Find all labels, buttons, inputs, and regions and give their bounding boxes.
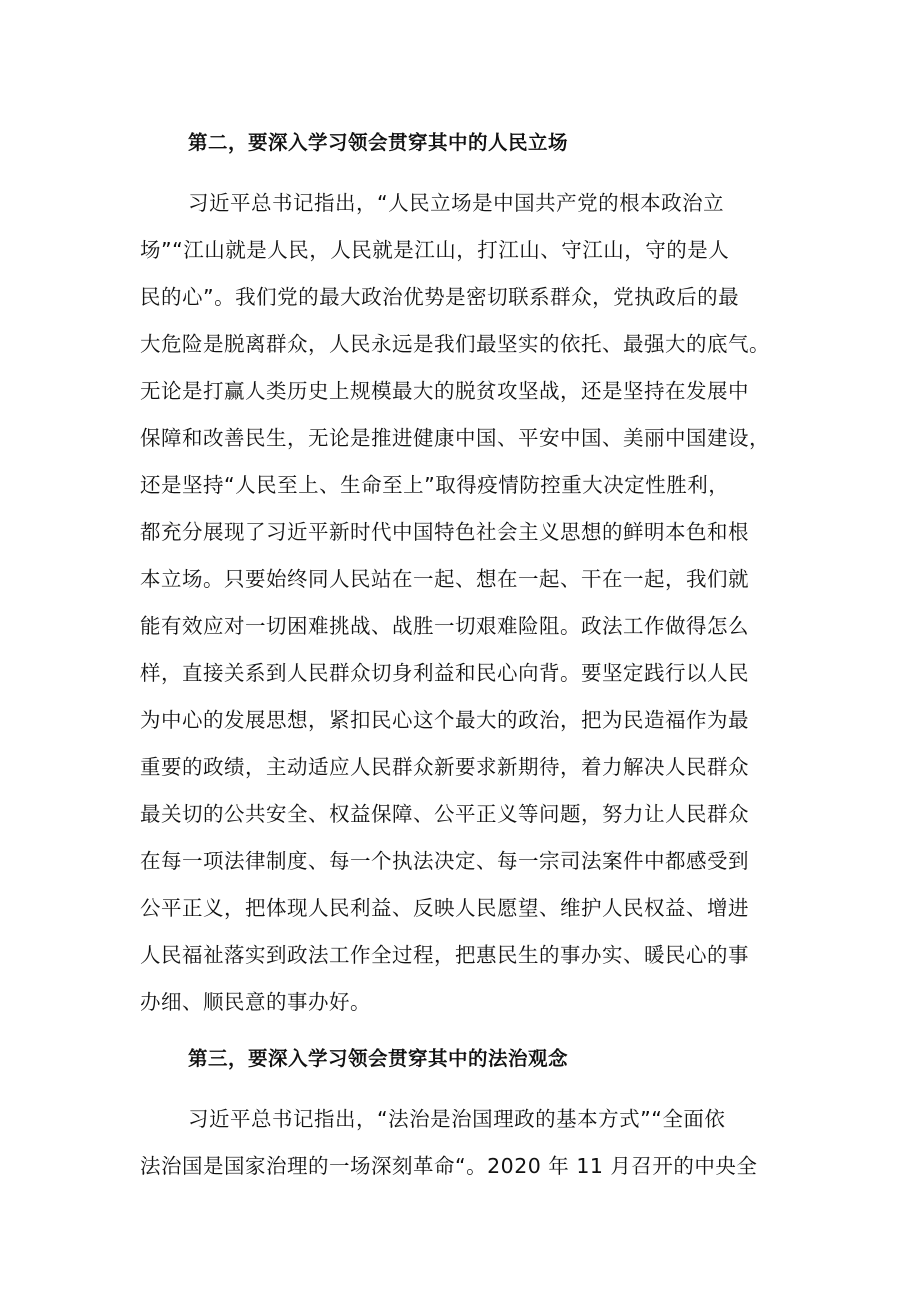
text-line: 保障和改善民生，无论是推进健康中国、平安中国、美丽中国建设， [140, 426, 770, 450]
document-body [140, 110, 780, 1190]
text-line: 都充分展现了习近平新时代中国特色社会主义思想的鲜明本色和根 [140, 520, 749, 544]
text-line: 习近平总书记指出，“法治是治国理政的基本方式”“全面依 [188, 1107, 726, 1131]
text-line: 民的心”。我们党的最大政治优势是密切联系群众，党执政后的最 [140, 285, 740, 309]
text-line: 重要的政绩，主动适应人民群众新要求新期待，着力解决人民群众 [140, 755, 749, 779]
text-line: 还是坚持“人民至上、生命至上”取得疫情防控重大决定性胜利， [140, 473, 730, 497]
text-line: 能有效应对一切困难挑战、战胜一切艰难险阻。政法工作做得怎么 [140, 614, 749, 638]
text-line: 办细、顺民意的事办好。 [140, 990, 371, 1014]
text-line: 法治国是国家治理的一场深刻革命“。2020 年 11 月召开的中央全 [140, 1154, 758, 1178]
text-line: 公平正义，把体现人民利益、反映人民愿望、维护人民权益、增进 [140, 896, 749, 920]
text-line: 人民福祉落实到政法工作全过程，把惠民生的事办实、暖民心的事 [140, 943, 749, 967]
paragraph-rule-of-law [140, 1096, 780, 1190]
text-line: 无论是打赢人类历史上规模最大的脱贫攻坚战，还是坚持在发展中 [140, 379, 749, 403]
section-heading-rule-of-law: 第三，要深入学习领会贯穿其中的法治观念 [188, 1047, 569, 1070]
text-line: 为中心的发展思想，紧扣民心这个最大的政治，把为民造福作为最 [140, 708, 749, 732]
text-line: 最关切的公共安全、权益保障、公平正义等问题，努力让人民群众 [140, 802, 749, 826]
text-line: 在每一项法律制度、每一个执法决定、每一宗司法案件中都感受到 [140, 849, 749, 873]
paragraph-people-stance [140, 180, 780, 1026]
text-line: 大危险是脱离群众，人民永远是我们最坚实的依托、最强大的底气。 [140, 332, 770, 356]
section-heading-people-stance: 第二，要深入学习领会贯穿其中的人民立场 [188, 131, 569, 154]
text-line: 场”“江山就是人民，人民就是江山，打江山、守江山，守的是人 [140, 238, 730, 262]
text-line: 本立场。只要始终同人民站在一起、想在一起、干在一起，我们就 [140, 567, 749, 591]
text-line: 习近平总书记指出，“人民立场是中国共产党的根本政治立 [188, 191, 725, 215]
text-line: 样，直接关系到人民群众切身利益和民心向背。要坚定践行以人民 [140, 661, 749, 685]
